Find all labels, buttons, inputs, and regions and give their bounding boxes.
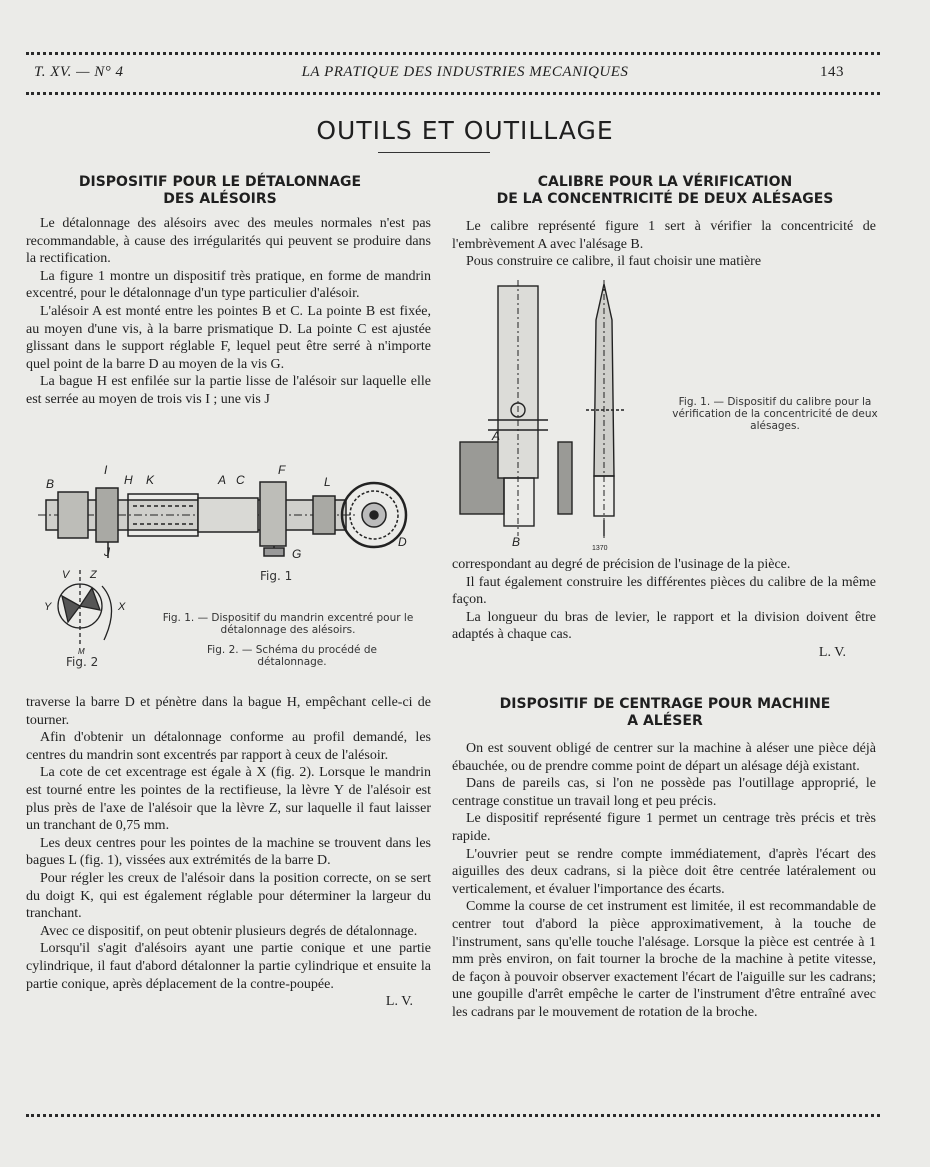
article3-body bbox=[452, 740, 876, 1022]
fig-number: 1370 bbox=[592, 545, 608, 552]
article2-paragraph: correspondant au degré de précision de l'usinage de la pièce. bbox=[452, 557, 791, 572]
article1-paragraph: Lorsqu'il s'agit d'alésoirs ayant une partie conique et une partie cylindrique, il faut d'abord détalonner la partie cylindrique et ensuite la partie conique, après déplacement de la contre-poupée. bbox=[26, 941, 431, 992]
article3-title-line2: A ALÉSER bbox=[627, 713, 703, 729]
bottom-dotted-rule bbox=[26, 1114, 880, 1117]
article3-paragraph: Comme la course de cet instrument est limitée, il est recommandable de centrer tout d'abord la pièce approximativement, à la touche de l'instrument, sans qu'elle touche l'alésage. Lorsque la pièce est centrée à 1 mm près environ, on fait tourner la broche de la machine à petite vitesse, de façon à pouvoir observer exactement l'écart de l'aiguille sur les cadrans; une goupille d'arrêt empêche le carter de l'instrument d'être entraîné avec les cadrans par le mouvement de rotation de la broche. bbox=[452, 899, 876, 1020]
article1-paragraph: La bague H est enfilée sur la partie lisse de l'alésoir sur laquelle elle est serrée au moyen de trois vis I ; une vis J bbox=[26, 374, 431, 407]
top-dotted-rule bbox=[26, 52, 880, 55]
fig-letter: G bbox=[292, 547, 302, 561]
fig-letter: K bbox=[146, 473, 155, 487]
fig-letter: X bbox=[118, 601, 126, 613]
detalonnage-schema-figure bbox=[40, 566, 140, 656]
article3-title bbox=[452, 696, 878, 730]
fig-letter: Y bbox=[44, 601, 52, 613]
article1-paragraph: Avec ce dispositif, on peut obtenir plusieurs degrés de détalonnage. bbox=[40, 923, 418, 939]
article1-paragraph: Afin d'obtenir un détalonnage conforme au profil demandé, les centres du mandrin sont excentrés par rapport à ceux de l'alésoir. bbox=[26, 730, 431, 763]
fig-letter: B bbox=[46, 477, 55, 491]
journal-title: LA PRATIQUE DES INDUSTRIES MECANIQUES bbox=[301, 64, 629, 80]
fig-letter: Z bbox=[90, 569, 97, 581]
article1-paragraph: Pour régler les creux de l'alésoir dans la position correcte, on se sert du doigt K, qui est également réglable pour déterminer la largeur du tranchant. bbox=[26, 870, 431, 922]
article1-paragraph: L'alésoir A est monté entre les pointes B et C. La pointe B est fixée, au moyen d'une vis, à la barre prismatique D. La pointe C est ajustée glissant dans le support réglable F, lequel peut être serré à n'importe quel point de la barre D au moyen de la vis G. bbox=[26, 303, 431, 372]
fig2-caption: Fig. 2. — Schéma du procédé de détalonnage. bbox=[207, 644, 377, 668]
volume-number: T. XV. — N° 4 bbox=[34, 64, 124, 80]
article1-paragraph: traverse la barre D et pénètre dans la bague H, empêchant celle-ci de tourner. bbox=[26, 695, 431, 728]
article1-title-line2: DES ALÉSOIRS bbox=[163, 191, 277, 207]
article2-paragraph: Il faut également construire les différentes pièces du calibre de la même façon. bbox=[452, 574, 876, 608]
fig-letter: A bbox=[218, 473, 227, 487]
fig-letter: C bbox=[236, 473, 245, 487]
fig-letter: F bbox=[278, 463, 286, 477]
article1-paragraph: Le détalonnage des alésoirs avec des meules normales n'est pas recommandable, à cause des irrégularités qui peuvent se produire dans la rectification. bbox=[26, 216, 431, 267]
fig-letter: L bbox=[324, 475, 331, 489]
fig-letter: H bbox=[124, 473, 133, 487]
article1-paragraph: La figure 1 montre un dispositif très pratique, en forme de mandrin excentré, pour le détalonnage d'un type particulier d'alésoir. bbox=[26, 268, 431, 302]
article1-paragraph: Les deux centres pour les pointes de la machine se trouvent dans les bagues L (fig. 1), vissées aux extrémités de la barre D. bbox=[26, 835, 431, 869]
article1-paragraph: La cote de cet excentrage est égale à X (fig. 2). Lorsque le mandrin est tourné entre les pointes de la rectifieuse, la lèvre Y de l'alésoir est plus près de l'axe de l'alésoir que la lèvre Z, sur laquelle il faut laisser un tranchant de 0,75 mm. bbox=[26, 765, 431, 834]
article2-continuation bbox=[452, 556, 876, 662]
fig-letter: B bbox=[512, 535, 521, 549]
fig2-label: Fig. 2 bbox=[66, 655, 99, 669]
section-rubric: OUTILS ET OUTILLAGE bbox=[316, 116, 614, 145]
article2-title bbox=[452, 174, 878, 208]
fig-letter: A bbox=[492, 429, 501, 443]
article2-signature: L. V. bbox=[818, 644, 846, 660]
article3-paragraph: On est souvent obligé de centrer sur la machine à aléser une pièce déjà ébauchée, ou de prendre comme point de départ un alésage déjà existant. bbox=[452, 741, 876, 774]
article2-body bbox=[452, 218, 876, 271]
article2-title-line2: DE LA CONCENTRICITÉ DE DEUX ALÉSAGES bbox=[496, 191, 834, 207]
article2-paragraph: Pous construire ce calibre, il faut choisir une matière bbox=[466, 254, 762, 270]
fig-letter: J bbox=[104, 545, 110, 559]
article3-paragraph: Dans de pareils cas, si l'on ne possède pas l'outillage approprié, le centrage constitue un travail long et peu précis. bbox=[452, 776, 876, 809]
article1-title bbox=[40, 174, 400, 208]
article3-title-line1: DISPOSITIF DE CENTRAGE POUR MACHINE bbox=[499, 696, 831, 712]
fig1-label: Fig. 1 bbox=[260, 569, 293, 583]
fig-letter: D bbox=[398, 535, 407, 549]
fig-letter: V bbox=[62, 569, 70, 581]
fig-letter: M bbox=[78, 647, 85, 656]
article1-continuation bbox=[26, 694, 431, 1011]
article2-paragraph: La longueur du bras de levier, le rapport et la division doivent être adaptés à chaque cas. bbox=[452, 609, 876, 643]
article2-title-line1: CALIBRE POUR LA VÉRIFICATION bbox=[537, 174, 793, 190]
calibre-figure bbox=[458, 280, 658, 552]
fig-letter: I bbox=[104, 463, 108, 477]
article3-paragraph: L'ouvrier peut se rendre compte immédiatement, d'après l'écart des aiguilles des deux cadrans, si la pièce doit être centrée latéralement ou verticalement, et évaluer l'importance des écarts. bbox=[452, 846, 876, 897]
header-dotted-rule bbox=[26, 92, 880, 95]
article1-body bbox=[26, 215, 431, 409]
article2-paragraph: Le calibre représenté figure 1 sert à vérifier la concentricité de l'embrèvement A avec l'alésage B. bbox=[452, 219, 876, 252]
article1-signature: L. V. bbox=[385, 994, 413, 1010]
fig1-caption: Fig. 1. — Dispositif du mandrin excentré pour le détalonnage des alésoirs. bbox=[162, 612, 414, 636]
page-number: 143 bbox=[820, 64, 844, 80]
article1-title-line1: DISPOSITIF POUR LE DÉTALONNAGE bbox=[78, 174, 362, 190]
calibre-caption: Fig. 1. — Dispositif du calibre pour la vérification de la concentricité de deux alésages. bbox=[672, 396, 878, 432]
article3-paragraph: Le dispositif représenté figure 1 permet un centrage très précis et très rapide. bbox=[452, 811, 876, 844]
rubric-underline bbox=[378, 152, 490, 153]
